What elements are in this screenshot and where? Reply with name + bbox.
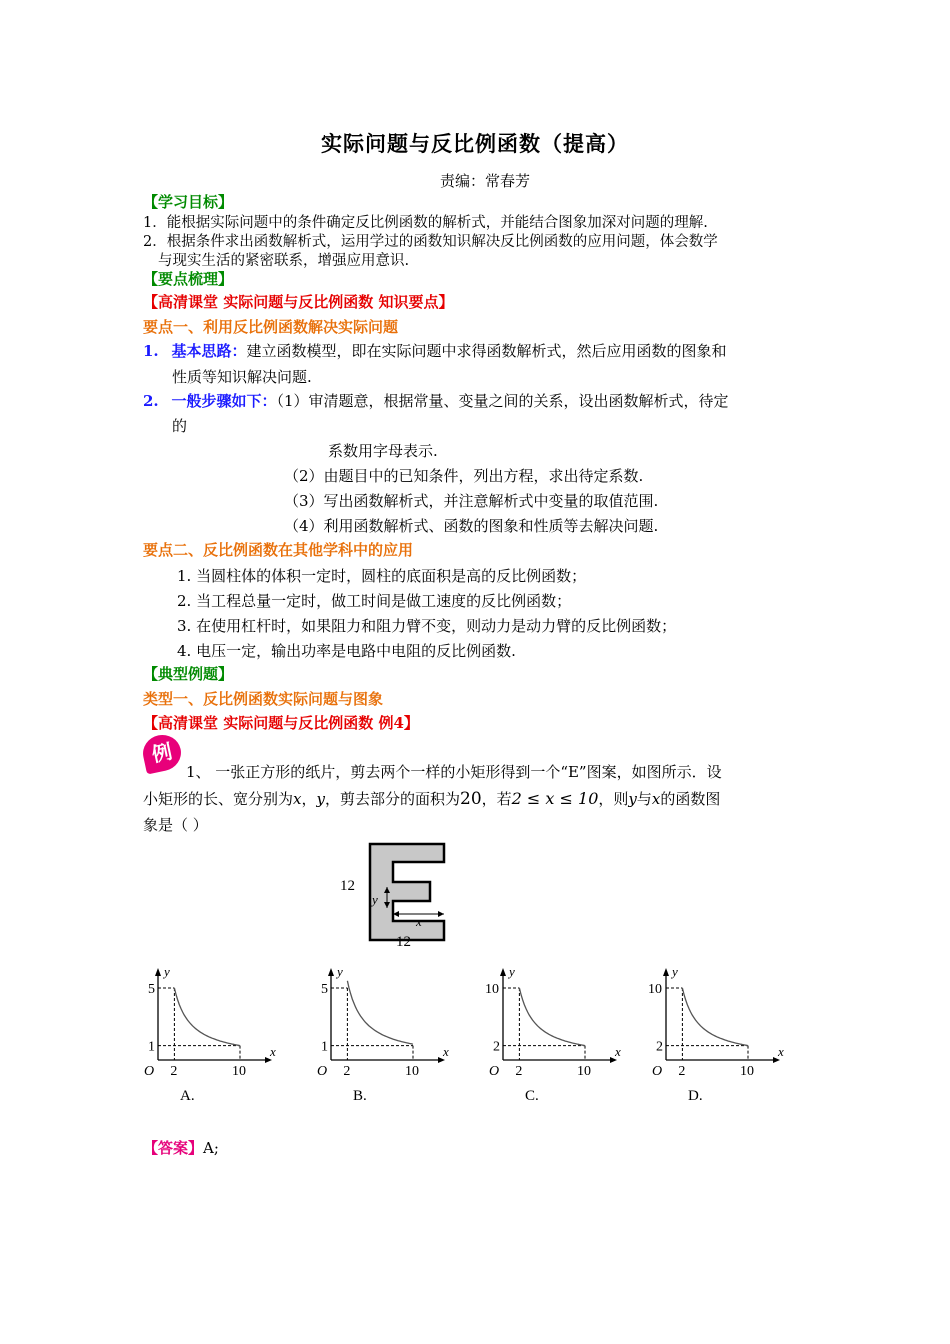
y-tick-bottom: 1 — [148, 1039, 155, 1055]
y-axis-arrow-icon — [500, 968, 506, 976]
origin-label: O — [652, 1064, 663, 1079]
y-axis-label: y — [509, 964, 515, 979]
inverse-curve — [174, 988, 240, 1046]
steps-num: 2. — [143, 392, 159, 410]
inverse-curve — [519, 988, 585, 1046]
x-tick-end: 10 — [405, 1064, 419, 1079]
inverse-curve — [347, 981, 413, 1044]
q-range: 2 ≤ x ≤ 10 — [511, 789, 599, 808]
basic-idea-line — [143, 340, 726, 361]
question-line-1: 1、 一张正方形的纸片，剪去两个一样的小矩形得到一个“E”图案，如图所示．设 — [186, 763, 722, 781]
basic-idea-label: 基本思路： — [171, 342, 247, 360]
q-text-b: ，剪去部分的面积为 — [324, 790, 460, 808]
option-graph-d — [648, 962, 798, 1107]
q-var-y: y — [316, 790, 325, 808]
points-heading: 【要点梳理】 — [143, 270, 234, 288]
q-var-x-2: x — [651, 790, 661, 808]
goal-item-2: 2．根据条件求出函数解析式，运用学过的函数知识解决反比例函数的应用问题，体会数学 — [143, 234, 718, 250]
steps-line — [143, 390, 729, 411]
example-badge-icon: 例 — [140, 731, 185, 774]
x-tick-start: 2 — [170, 1064, 178, 1079]
x-tick-start: 2 — [343, 1064, 351, 1079]
option-label: B. — [353, 1088, 367, 1104]
y-axis-arrow-icon — [328, 968, 334, 976]
goals-heading: 【学习目标】 — [143, 193, 234, 211]
inverse-curve — [682, 988, 748, 1046]
video-link-points[interactable]: 【高清课堂 实际问题与反比例函数 知识要点】 — [143, 293, 454, 311]
application-1: 1. 当圆柱体的体积一定时，圆柱的底面积是高的反比例函数； — [177, 567, 587, 585]
y-axis-label: y — [672, 964, 678, 979]
y-tick-bottom: 1 — [321, 1039, 328, 1055]
video-link-example[interactable]: 【高清课堂 实际问题与反比例函数 例4】 — [143, 714, 419, 732]
basic-idea-num: 1. — [143, 342, 159, 360]
y-axis-arrow-icon — [155, 968, 161, 976]
goal-item-2-cont: 与现实生活的紧密联系，增强应用意识. — [158, 253, 410, 269]
option-label: D. — [688, 1088, 703, 1104]
x-tick-start: 2 — [515, 1064, 523, 1079]
e-figure-x-label: x — [416, 914, 422, 929]
author-line: 责编：常春芳 — [440, 172, 531, 190]
y-tick-top: 10 — [485, 982, 499, 997]
type-one-title: 类型一、反比例函数实际问题与图象 — [143, 690, 384, 708]
x-tick-end: 10 — [740, 1064, 754, 1079]
q-text-f: 的函数图 — [660, 790, 721, 808]
answer-value: A; — [203, 1139, 219, 1157]
answer-label: 【答案】 — [143, 1139, 204, 1157]
basic-idea-text: 建立函数模型，即在实际问题中求得函数解析式，然后应用函数的图象和 — [246, 342, 727, 360]
steps-text-cont2: 系数用字母表示. — [328, 442, 438, 460]
application-3: 3. 在使用杠杆时，如果阻力和阻力臂不变，则动力是动力臂的反比例函数； — [177, 617, 677, 635]
y-axis-label: y — [164, 964, 170, 979]
y-axis-arrow-icon — [663, 968, 669, 976]
point-one-title: 要点一、利用反比例函数解决实际问题 — [143, 318, 399, 336]
y-tick-top: 5 — [321, 982, 328, 997]
origin-label: O — [489, 1064, 500, 1079]
option-graph-b — [313, 962, 463, 1107]
step-2: （2）由题目中的已知条件，列出方程，求出待定系数. — [284, 467, 644, 485]
question-line-3: 象是（ ） — [143, 816, 208, 834]
option-label: A. — [180, 1088, 195, 1104]
application-2: 2. 当工程总量一定时，做工时间是做工速度的反比例函数； — [177, 592, 572, 610]
e-shape-figure — [330, 838, 460, 950]
e-figure-side-label: 12 — [340, 878, 355, 894]
goal-item-1: 1．能根据实际问题中的条件确定反比例函数的解析式，并能结合图象加深对问题的理解. — [143, 215, 708, 231]
x-axis-label: x — [270, 1044, 276, 1059]
option-label: C. — [525, 1088, 539, 1104]
y-axis-label: y — [337, 964, 343, 979]
option-graph-a — [140, 962, 290, 1107]
examples-heading: 【典型例题】 — [143, 665, 234, 683]
q-text-e: 与 — [636, 790, 652, 808]
y-tick-top: 5 — [148, 982, 155, 997]
y-tick-bottom: 2 — [656, 1039, 663, 1055]
steps-label: 一般步骤如下： — [171, 392, 277, 410]
q-var-x: x — [293, 790, 302, 808]
x-tick-end: 10 — [232, 1064, 246, 1079]
q-text-c: ，若 — [481, 790, 512, 808]
q-text-d: ，则 — [598, 790, 629, 808]
q-text-a: 小矩形的长、宽分别为 — [143, 790, 294, 808]
x-tick-end: 10 — [577, 1064, 591, 1079]
steps-text-cont: 的 — [172, 417, 188, 435]
x-axis-label: x — [778, 1044, 784, 1059]
e-figure-y-label: y — [372, 892, 378, 907]
y-tick-top: 10 — [648, 982, 662, 997]
origin-label: O — [317, 1064, 328, 1079]
answer-line — [143, 1137, 219, 1158]
e-figure-bottom-label: 12 — [396, 934, 411, 950]
basic-idea-text-cont: 性质等知识解决问题. — [172, 368, 312, 386]
point-two-title: 要点二、反比例函数在其他学科中的应用 — [143, 541, 414, 559]
option-graph-c — [485, 962, 635, 1107]
question-line-2: 小矩形的长、宽分别为x，y，剪去部分的面积为20，若2 ≤ x ≤ 10，则y与x的函数图 — [143, 789, 721, 809]
step-3: （3）写出函数解析式，并注意解析式中变量的取值范围. — [284, 492, 659, 510]
q-area: 20 — [460, 789, 482, 809]
step-4: （4）利用函数解析式、函数的图象和性质等去解决问题. — [284, 517, 659, 535]
origin-label: O — [144, 1064, 155, 1079]
application-4: 4. 电压一定，输出功率是电路中电阻的反比例函数. — [177, 642, 516, 660]
steps-text: （1）审清题意，根据常量、变量之间的关系，设出函数解析式，待定 — [276, 392, 729, 410]
x-axis-label: x — [443, 1044, 449, 1059]
y-tick-bottom: 2 — [493, 1039, 500, 1055]
page-title: 实际问题与反比例函数（提高） — [321, 131, 629, 156]
x-axis-label: x — [615, 1044, 621, 1059]
x-tick-start: 2 — [678, 1064, 686, 1079]
q-var-y-2: y — [628, 790, 637, 808]
